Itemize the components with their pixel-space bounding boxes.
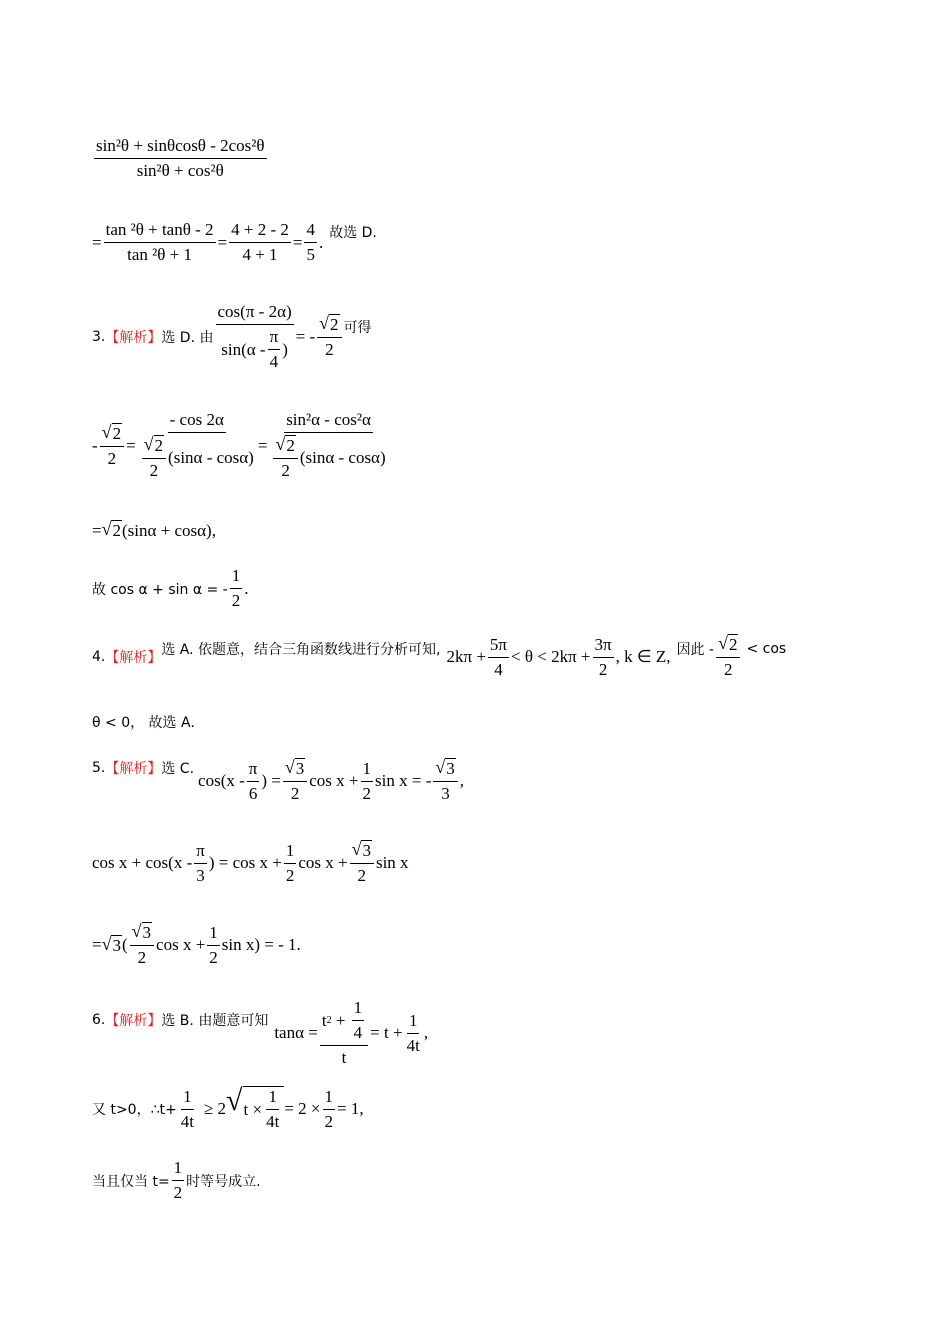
p5-line3: = √ 3 ( √ 3 2 cos x + $\frac{1}{2}$ sin x) = - 1. <box>92 921 301 967</box>
p3-line2-frac2: - cos 2α √ 2 2 (sinα - cosα) <box>143 410 254 480</box>
p3-after: 可得 <box>343 320 372 336</box>
p2-main-fraction: $\frac{\text{sin²θ + sinθcosθ - 2cos²θ}}{\text{sin²θ + cos²θ}}$ <box>96 136 265 180</box>
p4-line1: 4. 【解析】 选 A. 依题意，结合三角函数线进行分析可知, 2kπ + $\frac{5\pi}{4}$ < θ < 2kπ + $\frac{3\pi}{2}$ , k ∈ Z, 因此 - √ 2 2 < cos <box>92 633 787 679</box>
p4-line2: θ < 0， 故选 A. <box>92 715 195 731</box>
p6-intro: 选 B. 由题意可知 <box>161 1013 269 1029</box>
p6-number: 6. <box>92 1012 106 1028</box>
p2-eq1: $\frac{\text{tan ²θ + tanθ - 2}}{\text{tan ²θ + 1}}$ <box>105 220 214 264</box>
p5-number: 5. <box>92 760 106 776</box>
p6-line2: 又 t>0，∴t+ $\frac{1}{4t}$ ≥ 2 √ t × $\frac{1}{4t}$ = 2 × $\frac{1}{2}$ = 1, <box>92 1084 364 1131</box>
p5-intro: 选 C. <box>161 761 195 777</box>
p3-number: 3. <box>92 329 106 345</box>
p5-tag: 【解析】 <box>105 761 162 777</box>
p3-intro: 选 D. 由 <box>161 330 214 346</box>
p3-tag: 【解析】 <box>105 330 162 346</box>
p2-equation: = $\frac{\text{tan ²θ + tanθ - 2}}{\text{tan ²θ + 1}}$ = $\frac{4 + 2 - 2}{4 + 1}$ = $\frac{4}{5}$ . 故选 D. <box>92 220 377 264</box>
p2-conclusion: 故选 D. <box>329 224 377 241</box>
p4-intro: 选 A. 依题意，结合三角函数线进行分析可知, <box>161 642 441 658</box>
p6-line3: 当且仅当 t= $\frac{1}{2}$ 时等号成立. <box>92 1158 261 1202</box>
p6-tag: 【解析】 <box>105 1013 162 1029</box>
p3-line1: 3. 【解析】 选 D. 由 cos(π - 2α) sin(α - $\frac{\pi}{4}$ ) = - √ 2 2 可得 <box>92 302 372 371</box>
p3-line2-frac3: sin²α - cos²α √ 2 2 (sinα - cosα) <box>275 410 386 480</box>
p3-line4: 故 cos α + sin α = - $\frac{1}{2}$ . <box>92 566 249 610</box>
p3-line3: = √ 2 (sinα + cosα), <box>92 519 216 540</box>
p4-number: 4. <box>92 649 106 665</box>
p4-tag: 【解析】 <box>105 650 162 666</box>
p5-line2: cos x + cos(x - $\frac{\pi}{3}$ ) = cos x + $\frac{1}{2}$ cos x + √ 3 2 sin x <box>92 839 409 885</box>
p2-eq2: $\frac{4 + 2 - 2}{4 + 1}$ <box>231 220 289 264</box>
p3-fraction: cos(π - 2α) sin(α - $\frac{\pi}{4}$ ) <box>217 302 292 371</box>
p5-line1: 5. 【解析】 选 C. cos(x - $\frac{\pi}{6}$ ) = √ 3 2 cos x + $\frac{1}{2}$ sin x = - √ 3 3 , <box>92 757 464 803</box>
p2-eq3: $\frac{4}{5}$ <box>306 220 315 264</box>
p6-line1: 6. 【解析】 选 B. 由题意可知 tanα = t 2 + $\frac{1}{4}$ t = t + $\frac{1}{4t}$ , <box>92 998 429 1067</box>
p2-fraction <box>92 136 269 181</box>
p3-rhs-fraction: √ 2 2 <box>317 314 341 360</box>
p3-line2: - √ 2 2 = - cos 2α √ 2 2 (sinα - cosα) = sin²α - cos²α √ 2 2 (sinα - cosα) <box>92 410 386 480</box>
